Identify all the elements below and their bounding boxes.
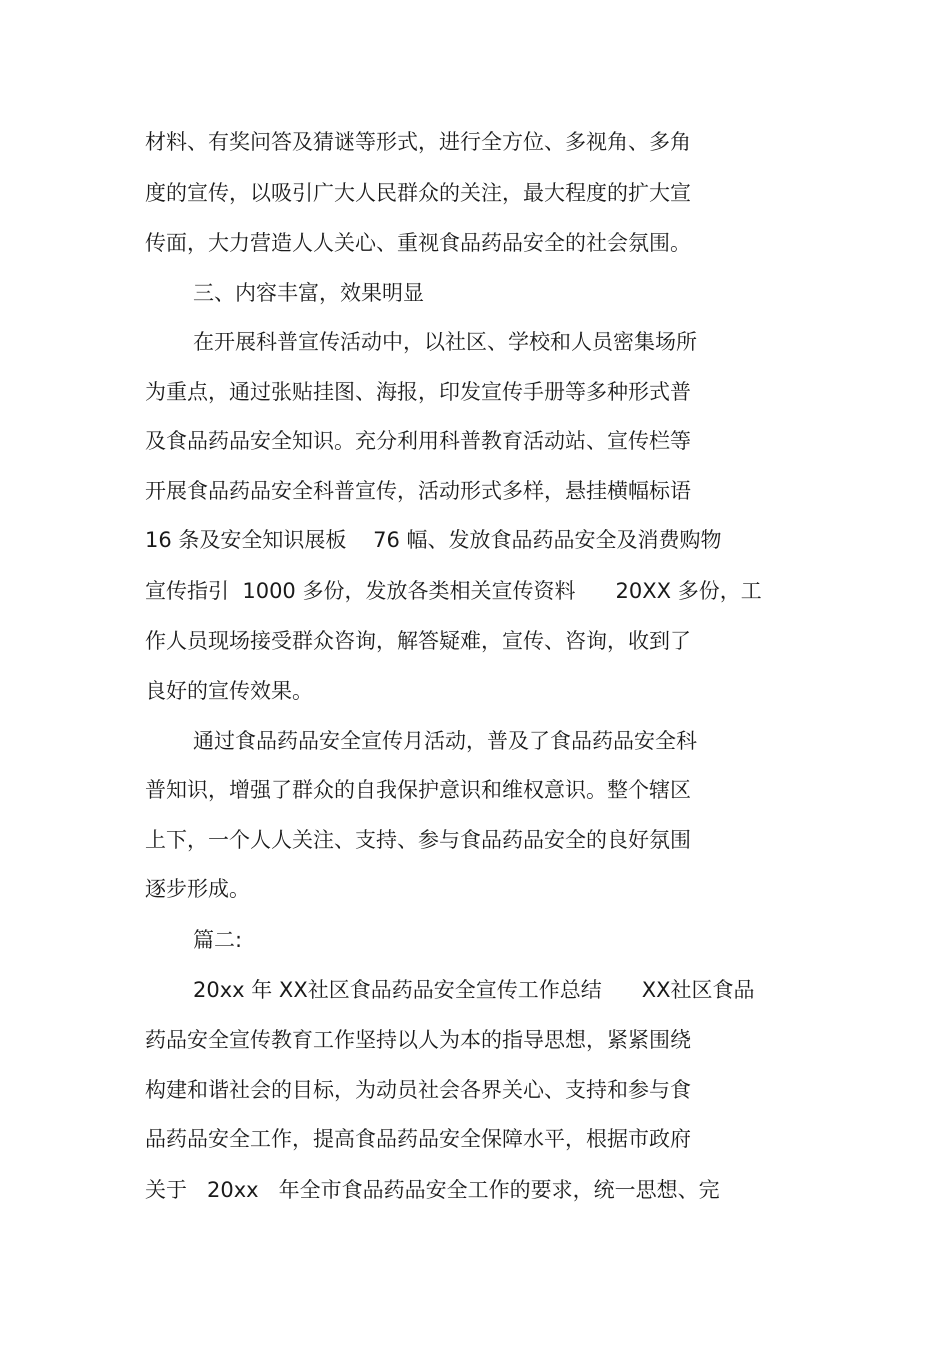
text-line: 为重点，通过张贴挂图、海报，印发宣传手册等多种形式普: [145, 380, 691, 404]
text-line: 开展食品药品安全科普宣传，活动形式多样，悬挂横幅标语: [145, 479, 691, 503]
text-line: 传面，大力营造人人关心、重视食品药品安全的社会氛围。: [145, 231, 691, 255]
section-heading: 篇二:: [193, 928, 243, 952]
section-heading: 三、内容丰富，效果明显: [193, 281, 424, 305]
text-line: 上下，一个人人关注、支持、参与食品药品安全的良好氛围: [145, 828, 691, 852]
text-line: 作人员现场接受群众咨询，解答疑难，宣传、咨询，收到了: [145, 629, 691, 653]
text-line: 关于 20xx 年全市食品药品安全工作的要求，统一思想、完: [145, 1178, 720, 1202]
text-line: 通过食品药品安全宣传月活动，普及了食品药品安全科: [193, 729, 697, 753]
text-line: 药品安全宣传教育工作坚持以人为本的指导思想，紧紧围绕: [145, 1028, 691, 1052]
text-line: 构建和谐社会的目标，为动员社会各界关心、支持和参与食: [145, 1078, 691, 1102]
text-line: 及食品药品安全知识。充分利用科普教育活动站、宣传栏等: [145, 429, 691, 453]
text-line: 16 条及安全知识展板 76 幅、发放食品药品安全及消费购物: [145, 528, 722, 552]
text-line: 良好的宣传效果。: [145, 679, 313, 703]
text-line: 度的宣传，以吸引广大人民群众的关注，最大程度的扩大宣: [145, 181, 691, 205]
text-line: 材料、有奖问答及猜谜等形式，进行全方位、多视角、多角: [145, 130, 691, 154]
text-line: 宣传指引 1000 多份，发放各类相关宣传资料 20XX 多份，工: [145, 579, 762, 603]
text-line: 逐步形成。: [145, 877, 250, 901]
text-line: 20xx 年 XX社区食品药品安全宣传工作总结 XX社区食品: [193, 978, 755, 1002]
text-line: 普知识，增强了群众的自我保护意识和维权意识。整个辖区: [145, 778, 691, 802]
text-line: 品药品安全工作，提高食品药品安全保障水平，根据市政府: [145, 1127, 691, 1151]
text-line: 在开展科普宣传活动中，以社区、学校和人员密集场所: [193, 330, 697, 354]
